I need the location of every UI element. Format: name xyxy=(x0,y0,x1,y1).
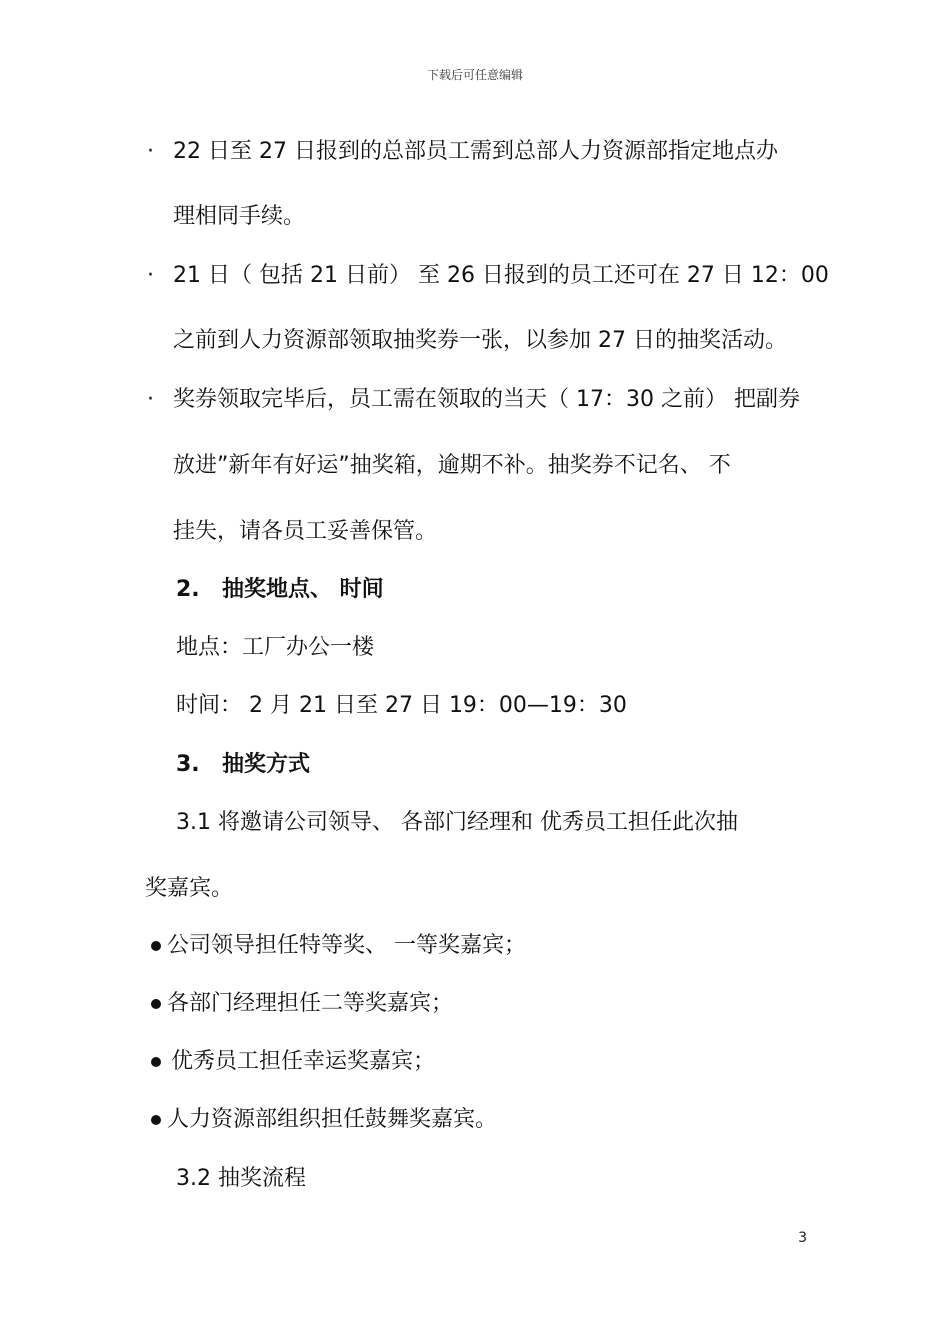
bullet-dot: · xyxy=(147,387,154,412)
bullet-dot: · xyxy=(147,139,154,164)
subsection-line: 3.1 将邀请公司领导、 各部门经理和 优秀员工担任此次抽 xyxy=(176,810,738,835)
page-number: 3 xyxy=(798,1230,807,1246)
paragraph-line: 之前到人力资源部领取抽奖券一张，以参加 27 日的抽奖活动。 xyxy=(173,328,787,353)
time-line: 时间： 2 月 21 日至 27 日 19：00—19：30 xyxy=(176,693,627,718)
paragraph-line: 21 日（ 包括 21 日前） 至 26 日报到的员工还可在 27 日 12：00 xyxy=(173,263,829,288)
location-line: 地点：工厂办公一楼 xyxy=(176,635,375,660)
bullet-dot-icon xyxy=(151,999,161,1009)
paragraph-line: 22 日至 27 日报到的总部员工需到总部人力资源部指定地点办 xyxy=(173,139,778,164)
bullet-dot: · xyxy=(147,263,154,288)
section-number: 3. xyxy=(176,752,200,777)
paragraph-line: 放进”新年有好运”抽奖箱，逾期不补。抽奖券不记名、 不 xyxy=(173,453,731,478)
bullet-dot-icon xyxy=(151,1115,161,1125)
header-note: 下载后可任意编辑 xyxy=(426,68,523,82)
paragraph-line: 理相同手续。 xyxy=(173,204,306,229)
paragraph-line: 奖券领取完毕后，员工需在领取的当天（ 17：30 之前） 把副券 xyxy=(173,387,800,412)
bullet-dot-icon xyxy=(151,1057,161,1067)
list-item: 各部门经理担任二等奖嘉宾； xyxy=(167,991,454,1016)
subsection-line: 3.2 抽奖流程 xyxy=(176,1166,306,1191)
section-title: 抽奖地点、 时间 xyxy=(222,577,384,602)
section-title: 抽奖方式 xyxy=(222,752,311,777)
paragraph-line: 挂失，请各员工妥善保管。 xyxy=(173,519,438,544)
section-number: 2. xyxy=(176,577,200,602)
bullet-dot-icon xyxy=(151,941,161,951)
list-item: 公司领导担任特等奖、 一等奖嘉宾； xyxy=(167,933,526,958)
list-item: 优秀员工担任幸运奖嘉宾； xyxy=(171,1049,436,1074)
subsection-line: 奖嘉宾。 xyxy=(145,876,234,901)
list-item: 人力资源部组织担任鼓舞奖嘉宾。 xyxy=(167,1107,498,1132)
